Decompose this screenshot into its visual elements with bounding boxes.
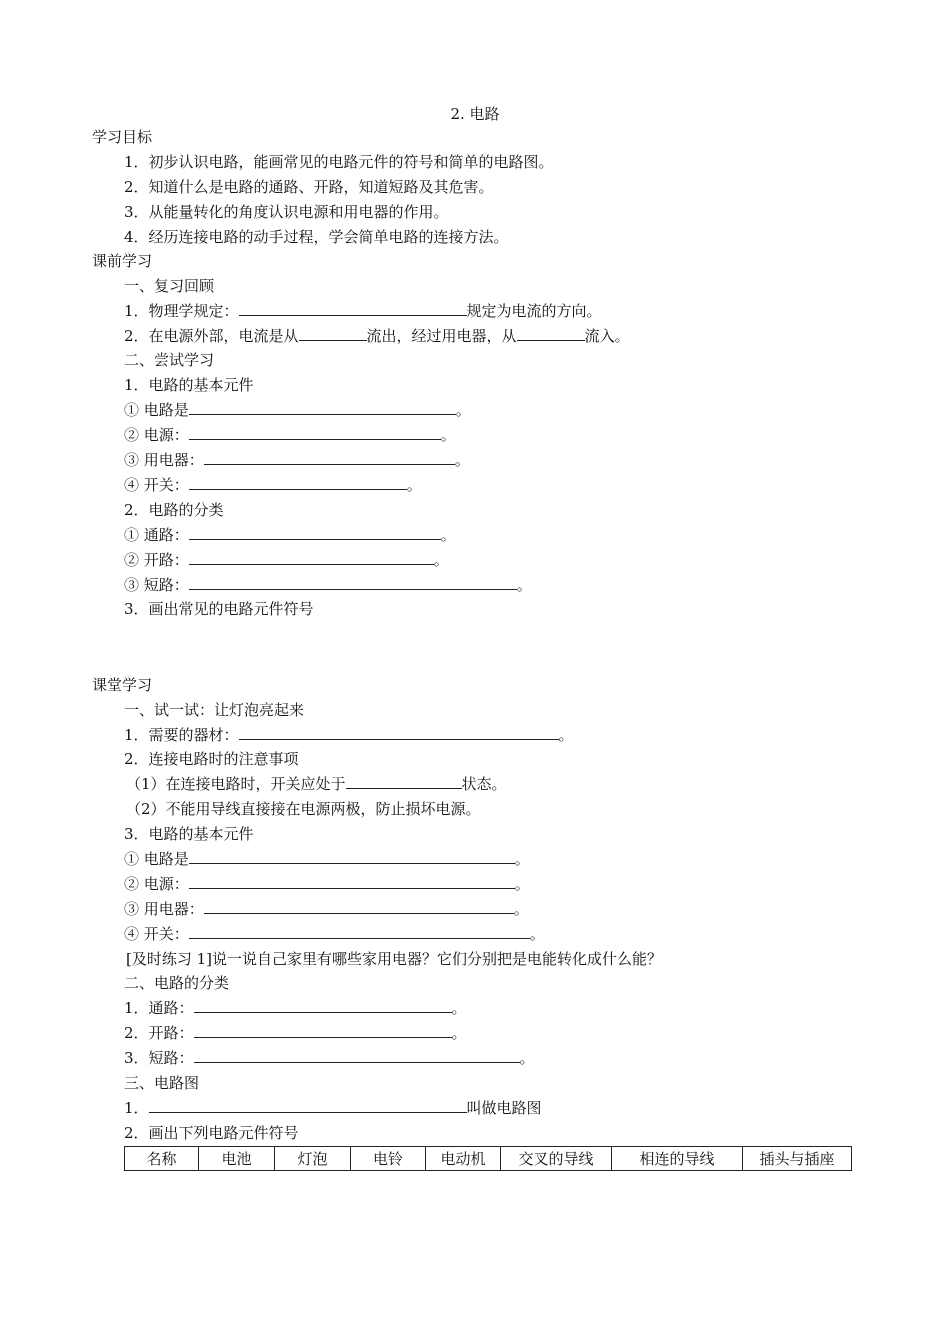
part1-heading: 一、试一试：让灯泡亮起来 — [124, 701, 305, 719]
answer-blank[interactable] — [189, 475, 407, 490]
practice-question: [及时练习 1]说一说自己家里有哪些家用电器？它们分别把是电能转化成什么能？ — [126, 950, 663, 968]
item-label: （1）在连接电路时，开关应处于 — [126, 775, 346, 793]
page-title: 2. 电路 — [450, 105, 500, 123]
class-study-heading: 课堂学习 — [92, 676, 153, 694]
goal-item: 2．知道什么是电路的通路、开路，知道短路及其危害。 — [124, 178, 494, 196]
answer-blank[interactable] — [189, 425, 441, 440]
item-label: ② 电源： — [124, 426, 189, 444]
period: 。 — [558, 726, 574, 744]
table-header-cell: 电动机 — [426, 1147, 501, 1171]
period: 。 — [406, 476, 422, 494]
item-label: ③ 用电器： — [124, 900, 204, 918]
item-label: ② 开路： — [124, 551, 189, 569]
period: 。 — [455, 401, 471, 419]
period: 。 — [514, 850, 530, 868]
part2-heading: 二、电路的分类 — [124, 974, 230, 992]
table-header-cell: 电池 — [199, 1147, 275, 1171]
answer-blank[interactable] — [194, 998, 452, 1013]
answer-blank[interactable] — [189, 849, 515, 864]
question-text: 流入。 — [584, 327, 630, 345]
answer-blank[interactable] — [239, 725, 559, 740]
try-heading: 二、尝试学习 — [124, 351, 215, 369]
table-header-cell: 灯泡 — [275, 1147, 351, 1171]
item-label: ④ 开关： — [124, 925, 189, 943]
fill-item — [124, 1098, 542, 1118]
period: 。 — [454, 451, 470, 469]
answer-blank[interactable] — [194, 1023, 452, 1038]
part3-heading: 三、电路图 — [124, 1074, 200, 1092]
answer-blank[interactable] — [189, 874, 515, 889]
fill-item — [124, 450, 470, 470]
answer-blank[interactable] — [189, 400, 456, 415]
answer-blank[interactable] — [189, 575, 517, 590]
item-label: 叫做电路图 — [466, 1099, 542, 1117]
subsection-title: 1．电路的基本元件 — [124, 376, 254, 394]
period: 。 — [451, 999, 467, 1017]
fill-item — [124, 425, 456, 445]
fill-item — [124, 725, 574, 745]
review-question-2 — [124, 326, 630, 346]
table-header-cell: 相连的导线 — [612, 1147, 743, 1171]
period: 。 — [519, 1049, 535, 1067]
subsection-title: 3．电路的基本元件 — [124, 825, 254, 843]
note-item: （2）不能用导线直接接在电源两极，防止损坏电源。 — [126, 800, 481, 818]
table-header-cell: 插头与插座 — [743, 1147, 852, 1171]
note-item — [126, 774, 507, 794]
fill-item — [124, 550, 449, 570]
answer-blank[interactable] — [189, 924, 530, 939]
item-label: ③ 短路： — [124, 576, 189, 594]
period: 。 — [433, 551, 449, 569]
goals-heading: 学习目标 — [92, 128, 153, 146]
table-header-cell: 交叉的导线 — [501, 1147, 612, 1171]
goal-item: 1．初步认识电路，能画常见的电路元件的符号和简单的电路图。 — [124, 153, 554, 171]
item-label: 3．短路： — [124, 1049, 194, 1067]
fill-item — [124, 525, 456, 545]
item-label: 2．开路： — [124, 1024, 194, 1042]
item-label: ④ 开关： — [124, 476, 189, 494]
table-header-cell: 名称 — [125, 1147, 199, 1171]
fill-item — [124, 849, 530, 869]
answer-blank[interactable] — [204, 899, 514, 914]
subsection-title: 2．连接电路时的注意事项 — [124, 750, 299, 768]
answer-blank[interactable] — [149, 1098, 467, 1113]
period: 。 — [440, 426, 456, 444]
table-header-cell: 电铃 — [351, 1147, 426, 1171]
period: 。 — [451, 1024, 467, 1042]
period: 。 — [529, 925, 545, 943]
period: 。 — [514, 875, 530, 893]
answer-blank[interactable] — [189, 525, 441, 540]
fill-item — [124, 899, 529, 919]
item-label: ① 通路： — [124, 526, 189, 544]
answer-blank[interactable] — [239, 301, 467, 316]
answer-blank[interactable] — [189, 550, 434, 565]
goal-item: 4．经历连接电路的动手过程，学会简单电路的连接方法。 — [124, 228, 509, 246]
period: 。 — [513, 900, 529, 918]
review-heading: 一、复习回顾 — [124, 277, 215, 295]
question-text: 1．物理学规定： — [124, 302, 239, 320]
question-text: 规定为电流的方向。 — [466, 302, 602, 320]
fill-item — [124, 400, 471, 420]
answer-blank[interactable] — [194, 1048, 520, 1063]
item-label: 1．需要的器材： — [124, 726, 239, 744]
period: 。 — [516, 576, 532, 594]
answer-blank[interactable] — [299, 326, 367, 341]
pre-study-heading: 课前学习 — [92, 252, 153, 270]
subsection-title: 2．电路的分类 — [124, 501, 224, 519]
question-text: 流出，经过用电器，从 — [366, 327, 517, 345]
fill-item — [124, 924, 545, 944]
fill-item — [124, 1048, 535, 1068]
period: 。 — [440, 526, 456, 544]
review-question-1 — [124, 301, 602, 321]
fill-item — [124, 998, 467, 1018]
item-label: ③ 用电器： — [124, 451, 204, 469]
fill-item — [124, 575, 532, 595]
item-label: 1． — [124, 1099, 149, 1117]
symbol-table — [124, 1146, 852, 1171]
table-row — [125, 1147, 852, 1171]
subsection-title: 3．画出常见的电路元件符号 — [124, 600, 314, 618]
subsection-title: 2．画出下列电路元件符号 — [124, 1124, 299, 1142]
item-label: ① 电路是 — [124, 401, 189, 419]
fill-item — [124, 475, 422, 495]
goal-item: 3．从能量转化的角度认识电源和用电器的作用。 — [124, 203, 449, 221]
fill-item — [124, 874, 530, 894]
fill-item — [124, 1023, 467, 1043]
item-label: 状态。 — [461, 775, 507, 793]
answer-blank[interactable] — [346, 774, 462, 789]
item-label: 1．通路： — [124, 999, 194, 1017]
answer-blank[interactable] — [517, 326, 585, 341]
answer-blank[interactable] — [204, 450, 455, 465]
item-label: ① 电路是 — [124, 850, 189, 868]
item-label: ② 电源： — [124, 875, 189, 893]
question-text: 2．在电源外部，电流是从 — [124, 327, 299, 345]
